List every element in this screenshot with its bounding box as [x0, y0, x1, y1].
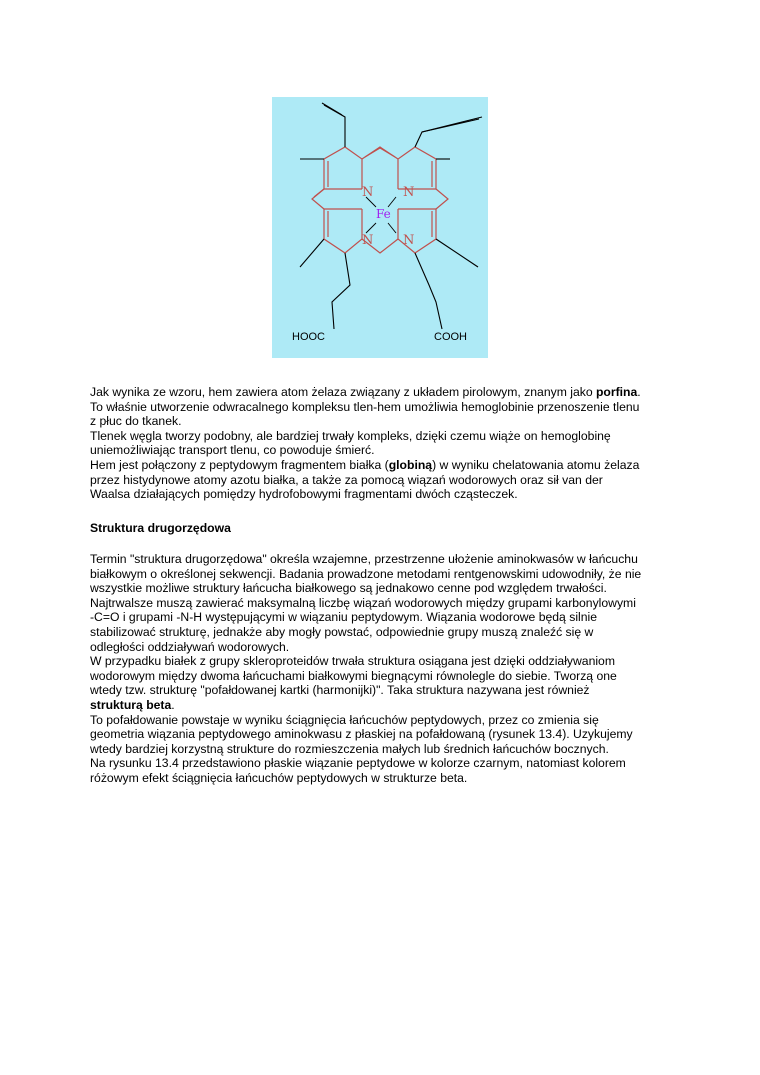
- text-line: odległości oddziaływań wodorowych.: [90, 639, 290, 654]
- text-line: stabilizować strukturę, jednakże aby mogły powstać, odpowiednie grupy muszą znaleźć się w: [90, 624, 594, 639]
- text-line: Tlenek węgla tworzy podobny, ale bardziej trwały kompleks, dzięki czemu wiąże on hemoglobinę: [90, 428, 611, 443]
- text-line: Termin "struktura drugorzędowa" określa wzajemne, przestrzenne ułożenie aminokwasów w łańcuchu: [90, 552, 638, 566]
- text-line: To właśnie utworzenie odwracalnego kompleksu tlen-hem umożliwia hemoglobinie przenoszenie tlenu: [90, 399, 640, 414]
- text-line: wszystkie możliwe struktury łańcucha białkowego są jednakowo cenne pod względem trwałości.: [90, 581, 607, 596]
- text-line: różowym efekt ściągnięcia łańcuchów peptydowych w strukturze beta.: [90, 770, 468, 785]
- text-line: -C=O i grupami -N-H występującymi w wiązaniu peptydowym. Wiązania wodorowe będą silnie: [90, 610, 597, 625]
- text-line: geometria wiązania peptydowego aminokwasu z płaskiej na pofałdowaną (rysunek 13.4). Uzykujemy: [90, 727, 633, 742]
- text-line: [90, 458, 680, 473]
- text-span: Jak wynika ze wzoru, hem zawiera atom żelaza związany z układem pirolowym, znanym jako: [90, 385, 596, 399]
- cooh-label: COOH: [434, 331, 467, 343]
- text-line: Waalsa działających pomiędzy hydrofobowymi fragmentami dwóch cząsteczek.: [90, 487, 518, 502]
- bold-term-struktura-beta: strukturą beta: [90, 697, 172, 712]
- nitrogen-top-left: N: [362, 185, 374, 200]
- nitrogen-bottom-left: N: [362, 233, 374, 248]
- text-line: białkowym o określonej sekwencji. Badania prowadzone metodami rentgenowskimi udowodniły, że nie: [90, 566, 642, 581]
- text-line: Na rysunku 13.4 przedstawiono płaskie wiązanie peptydowe w kolorze czarnym, natomiast kolorem: [90, 756, 626, 771]
- text-span: .: [171, 697, 175, 712]
- text-line: [90, 698, 680, 713]
- text-line: Najtrwalsze muszą zawierać maksymalną liczbę wiązań wodorowych między grupami karbonylowymi: [90, 595, 636, 610]
- text-line: wtedy bardziej korzystną strukture do rozmieszczenia małych lub średnich łańcuchów bocznych.: [90, 741, 609, 756]
- text-line: wtedy tzw. strukturę "pofałdowanej kartki (harmonijki)". Taka struktura nazywana jest również: [90, 683, 590, 698]
- text-span: ) w wyniku chelatowania atomu żelaza: [432, 457, 640, 472]
- text-line: wodorowym między dwoma łańcuchami białkowymi biegnącymi równolegle do siebie. Tworzą one: [90, 668, 617, 683]
- bold-term-globina: globiną: [388, 457, 433, 472]
- heme-structure-diagram: [272, 97, 488, 358]
- nitrogen-bottom-right: N: [403, 233, 415, 248]
- secondary-structure-paragraph: [90, 552, 680, 786]
- heme-structure-figure: [272, 97, 488, 358]
- section-heading: Struktura drugorzędowa: [90, 521, 231, 535]
- text-span: .: [637, 385, 641, 399]
- text-line: W przypadku białek z grupy skleroproteidów trwała struktura osiągana jest dzięki oddziaływaniom: [90, 654, 615, 669]
- porphyrin-ring-bonds: [312, 147, 448, 253]
- text-line: uniemożliwiając transport tlenu, co powoduje śmierć.: [90, 443, 375, 458]
- nitrogen-top-right: N: [403, 185, 415, 200]
- hooc-label: HOOC: [292, 331, 325, 343]
- text-line: To pofałdowanie powstaje w wyniku ściągnięcia łańcuchów peptydowych, przez co zmienia się: [90, 712, 599, 727]
- text-line: [90, 385, 680, 400]
- heme-description-paragraph: [90, 385, 680, 502]
- text-line: przez histydynowe atomy azotu białka, a także za pomocą wiązań wodorowych oraz sił van der: [90, 472, 603, 487]
- bold-term-porfina: porfina: [595, 385, 638, 399]
- heme-substituent-bonds: [300, 103, 482, 329]
- iron-atom-label: Fe: [376, 207, 391, 221]
- text-line: z płuc do tkanek.: [90, 414, 182, 429]
- text-span: Hem jest połączony z peptydowym fragmentem białka (: [90, 457, 389, 472]
